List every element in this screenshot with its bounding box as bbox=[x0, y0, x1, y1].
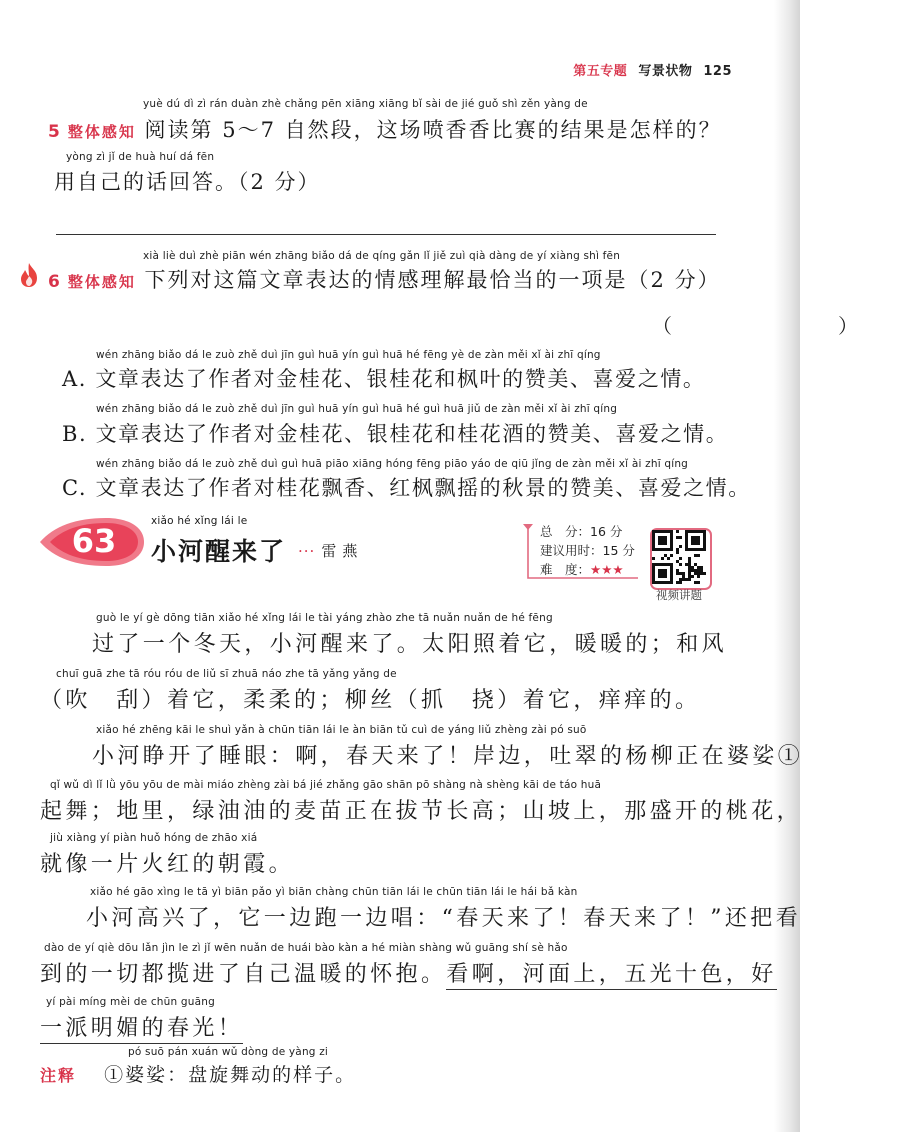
option-c-pinyin: wén zhāng biǎo dá le zuò zhě duì guì huā piāo xiāng hóng fēng piāo yáo de qiū jǐng de zàn měi xǐ ài zhī qíng bbox=[96, 458, 689, 470]
q5-text1: 阅读第 5～7 自然段，这场喷香香比赛的结果是怎样的？ bbox=[144, 118, 722, 142]
passage-line3-pinyin: xiǎo hé zhēng kāi le shuì yǎn à chūn tiān lái le àn biān tǔ cuì de yáng liǔ zhèng zài pó suō bbox=[96, 724, 587, 736]
passage-line6: 小河高兴了，它一边跑一边唱：“春天来了！春天来了！”还把看 bbox=[86, 906, 802, 931]
q6-tag bbox=[48, 272, 136, 292]
note-line bbox=[40, 1060, 356, 1087]
page-number: 125 bbox=[703, 64, 732, 79]
passage-line7-pinyin: dào de yí qiè dōu lǎn jìn le zì jǐ wēn nuǎn de huái bào kàn a hé miàn shàng wǔ guāng shí sè hǎo bbox=[44, 942, 568, 954]
passage-line2: （吹 刮）着它，柔柔的；柳丝（抓 挠）着它，痒痒的。 bbox=[40, 688, 701, 713]
flame-icon bbox=[18, 262, 40, 288]
time-label: 建议用时： bbox=[540, 543, 603, 558]
topic-label: 写景状物 bbox=[638, 64, 693, 79]
qr-code[interactable] bbox=[650, 528, 712, 590]
difficulty-label: 难 度： bbox=[540, 562, 591, 577]
q5-line2-pinyin: yòng zì jǐ de huà huí dá fēn bbox=[66, 151, 215, 163]
option-b: B. 文章表达了作者对金桂花、银桂花和桂花酒的赞美、喜爱之情。 bbox=[62, 422, 729, 446]
passage-line4: 起舞；地里，绿油油的麦苗正在拔节长高；山坡上，那盛开的桃花， bbox=[40, 799, 803, 824]
info-time bbox=[540, 541, 635, 559]
score-value: 16 分 bbox=[590, 524, 623, 539]
lesson-title: 小河醒来了 bbox=[151, 537, 287, 566]
qr-caption: 视频讲题 bbox=[656, 588, 702, 602]
option-a: A. 文章表达了作者对金桂花、银桂花和枫叶的赞美、喜爱之情。 bbox=[62, 367, 706, 391]
passage-line5-pinyin: jiù xiàng yí piàn huǒ hóng de zhāo xiá bbox=[50, 832, 258, 844]
passage-line7-underlined: 看啊，河面上，五光十色，好 bbox=[446, 962, 776, 990]
passage-line8-pinyin: yí pài míng mèi de chūn guāng bbox=[46, 996, 215, 1008]
q5-tag bbox=[48, 122, 136, 142]
lesson-number: 63 bbox=[71, 522, 117, 560]
passage-line8 bbox=[40, 1011, 243, 1042]
info-score bbox=[540, 522, 622, 540]
passage-line1-pinyin: guò le yí gè dōng tiān xiǎo hé xǐng lái le tài yáng zhào zhe tā nuǎn nuǎn de hé fēng bbox=[96, 612, 553, 624]
lesson-title-pinyin: xiǎo hé xǐng lái le bbox=[151, 515, 248, 527]
q6-text: 下列对这篇文章表达的情感理解最恰当的一项是（2 分） bbox=[144, 268, 721, 292]
passage-line5: 就像一片火红的朝霞。 bbox=[40, 852, 295, 877]
q6-stem-pinyin: xià liè duì zhè piān wén zhāng biǎo dá de qíng gǎn lǐ jiě zuì qià dàng de yí xiàng shì fēn bbox=[143, 250, 621, 262]
note-pinyin: pó suō pán xuán wǔ dòng de yàng zi bbox=[128, 1046, 329, 1058]
section-label: 第五专题 bbox=[573, 64, 628, 79]
passage-line8-underlined: 一派明媚的春光！ bbox=[40, 1016, 243, 1044]
author-dots: ··· bbox=[298, 542, 316, 560]
answer-line bbox=[56, 234, 716, 235]
option-b-pinyin: wén zhāng biǎo dá le zuò zhě duì jīn guì huā yín guì huā hé guì huā jiǔ de zàn měi xǐ ài zhī qíng bbox=[96, 403, 618, 415]
q5-label: 整体感知 bbox=[67, 123, 136, 141]
author-name: 雷燕 bbox=[321, 542, 364, 560]
difficulty-stars: ★★★ bbox=[590, 562, 624, 577]
option-a-pinyin: wén zhāng biǎo dá le zuò zhě duì jīn guì huā yín guì huā hé fēng yè de zàn měi xǐ ài zhī qíng bbox=[96, 349, 601, 361]
info-difficulty bbox=[540, 560, 624, 578]
answer-bracket: （ ） bbox=[652, 314, 900, 338]
q5-line1-pinyin: yuè dú dì zì rán duàn zhè chǎng pēn xiāng xiāng bǐ sài de jié guǒ shì zěn yàng de bbox=[143, 98, 588, 110]
note-label: 注释 bbox=[40, 1066, 77, 1085]
q5-number: 5 bbox=[48, 122, 62, 142]
scan-edge bbox=[774, 0, 800, 1132]
q5-line2: 用自己的话回答。（2 分） bbox=[54, 170, 321, 194]
score-label: 总 分： bbox=[540, 524, 591, 539]
passage-line4-pinyin: qǐ wǔ dì lǐ lǜ yōu yōu de mài miáo zhèng zài bá jié zhǎng gāo shān pō shàng nà shèng kāi de táo huā bbox=[50, 779, 602, 791]
q5-line1 bbox=[48, 114, 722, 144]
passage-line6-pinyin: xiǎo hé gāo xìng le tā yì biān pǎo yì biān chàng chūn tiān lái le chūn tiān lái le hái bǎ kàn bbox=[90, 886, 578, 898]
qr-code-icon bbox=[652, 530, 706, 584]
option-c: C. 文章表达了作者对桂花飘香、红枫飘摇的秋景的赞美、喜爱之情。 bbox=[62, 476, 751, 500]
q6-number: 6 bbox=[48, 272, 62, 292]
passage-line3: 小河睁开了睡眼：啊，春天来了！岸边，吐翠的杨柳正在婆娑① bbox=[92, 744, 804, 769]
passage-line1: 过了一个冬天，小河醒来了。太阳照着它，暖暖的；和风 bbox=[92, 632, 728, 657]
q6-stem bbox=[48, 264, 721, 294]
q6-label: 整体感知 bbox=[67, 273, 136, 291]
page-header bbox=[573, 60, 732, 79]
passage-line7-part-a: 到的一切都揽进了自己温暖的怀抱。 bbox=[40, 962, 447, 987]
note-text: ①婆娑：盘旋舞动的样子。 bbox=[104, 1064, 357, 1086]
passage-line7 bbox=[40, 957, 777, 988]
passage-line2-pinyin: chuī guā zhe tā róu róu de liǔ sī zhuā náo zhe tā yǎng yǎng de bbox=[56, 668, 397, 680]
time-value: 15 分 bbox=[602, 543, 635, 558]
lesson-author bbox=[298, 540, 363, 561]
